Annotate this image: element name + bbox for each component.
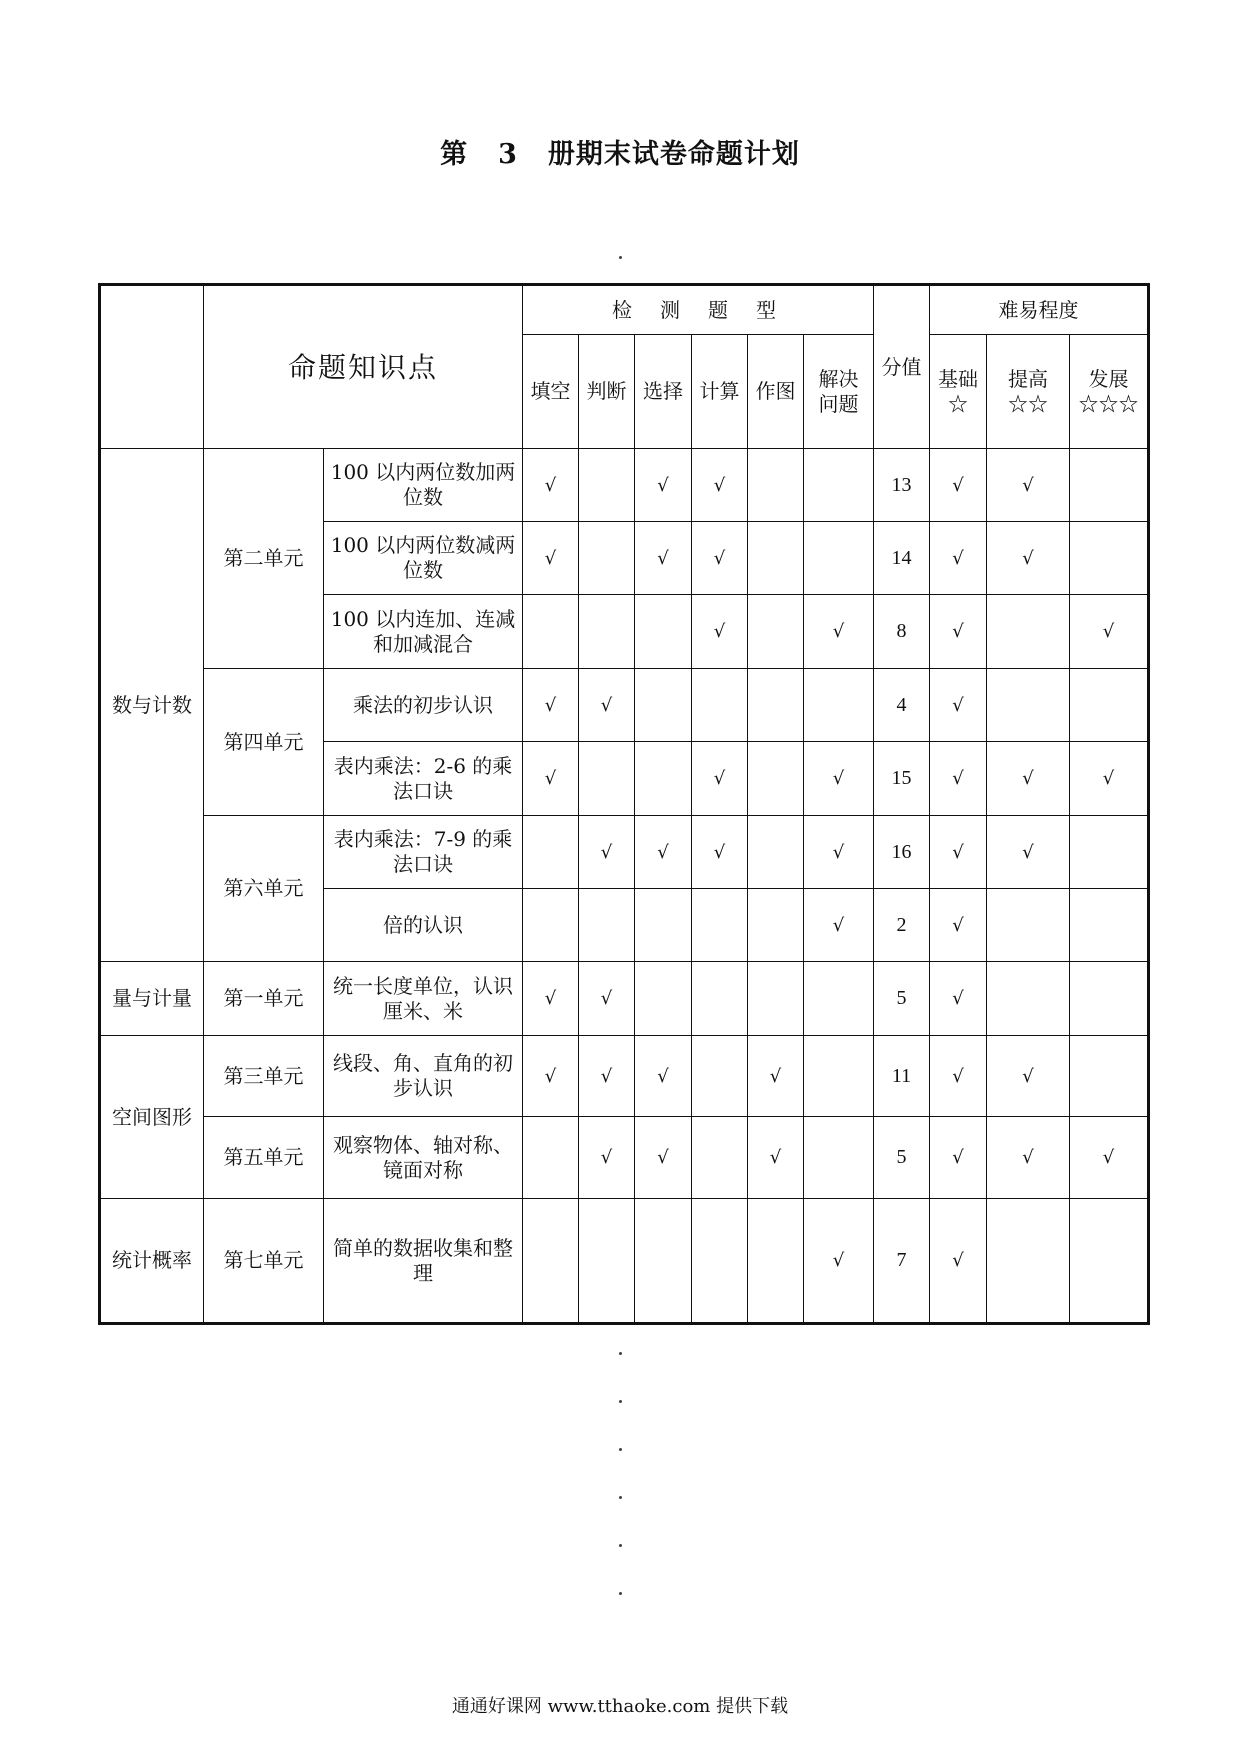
table-row xyxy=(100,962,1149,1036)
type-fill-cell: √ xyxy=(523,449,579,522)
type-header-calc: 计算 xyxy=(692,335,748,449)
type-draw-cell: √ xyxy=(748,1036,804,1117)
type-choice-cell: √ xyxy=(635,1117,692,1199)
type-fill-cell xyxy=(523,1199,579,1324)
knowledge-point-cell: 倍的认识 xyxy=(324,889,523,962)
type-calc-cell: √ xyxy=(692,816,748,889)
type-draw-cell xyxy=(748,449,804,522)
type-header-fill: 填空 xyxy=(523,335,579,449)
type-draw-cell xyxy=(748,595,804,669)
type-fill-cell xyxy=(523,816,579,889)
level-basic-cell: √ xyxy=(930,449,987,522)
type-judge-cell: √ xyxy=(579,1117,635,1199)
level-develop-cell: √ xyxy=(1070,1117,1149,1199)
type-judge-cell xyxy=(579,449,635,522)
level-advanced-cell: √ xyxy=(987,449,1070,522)
level-basic-cell: √ xyxy=(930,962,987,1036)
type-choice-cell: √ xyxy=(635,1036,692,1117)
type-calc-cell xyxy=(692,1117,748,1199)
level-advanced-cell: √ xyxy=(987,742,1070,816)
type-calc-cell xyxy=(692,669,748,742)
knowledge-point-cell: 简单的数据收集和整理 xyxy=(324,1199,523,1324)
type-calc-cell xyxy=(692,1036,748,1117)
table-row xyxy=(100,669,1149,742)
type-solve-cell: √ xyxy=(804,889,874,962)
type-solve-cell xyxy=(804,449,874,522)
unit-cell: 第六单元 xyxy=(204,816,324,962)
knowledge-points-header: 命题知识点 xyxy=(204,285,523,449)
knowledge-point-cell: 表内乘法：2-6 的乘法口诀 xyxy=(324,742,523,816)
score-cell: 5 xyxy=(874,1117,930,1199)
type-draw-cell xyxy=(748,522,804,595)
level-header-advanced: 提高☆☆ xyxy=(987,335,1070,449)
title-prefix: 第 xyxy=(440,139,469,170)
score-cell: 2 xyxy=(874,889,930,962)
type-calc-cell: √ xyxy=(692,595,748,669)
footer-text: 通通好课网 www.tthaoke.com 提供下载 xyxy=(451,1696,789,1717)
level-develop-cell xyxy=(1070,962,1149,1036)
knowledge-point-cell: 100 以内连加、连减和加减混合 xyxy=(324,595,523,669)
type-solve-cell xyxy=(804,522,874,595)
type-calc-cell xyxy=(692,962,748,1036)
type-choice-cell: √ xyxy=(635,449,692,522)
level-basic-cell: √ xyxy=(930,522,987,595)
level-basic-cell: √ xyxy=(930,1199,987,1324)
type-solve-cell xyxy=(804,669,874,742)
category-cell: 统计概率 xyxy=(100,1199,204,1324)
type-choice-cell: √ xyxy=(635,816,692,889)
type-choice-cell: √ xyxy=(635,522,692,595)
type-choice-cell xyxy=(635,889,692,962)
header-row-1 xyxy=(100,285,1149,335)
level-develop-cell xyxy=(1070,1036,1149,1117)
table-row xyxy=(100,816,1149,889)
type-solve-cell xyxy=(804,962,874,1036)
level-develop-cell xyxy=(1070,522,1149,595)
level-advanced-cell: √ xyxy=(987,522,1070,595)
score-cell: 16 xyxy=(874,816,930,889)
type-choice-cell xyxy=(635,595,692,669)
level-develop-cell xyxy=(1070,669,1149,742)
type-fill-cell: √ xyxy=(523,522,579,595)
level-develop-cell: √ xyxy=(1070,595,1149,669)
knowledge-point-cell: 观察物体、轴对称、镜面对称 xyxy=(324,1117,523,1199)
unit-cell: 第五单元 xyxy=(204,1117,324,1199)
type-solve-cell: √ xyxy=(804,816,874,889)
level-basic-cell: √ xyxy=(930,816,987,889)
level-basic-cell: √ xyxy=(930,669,987,742)
table-row xyxy=(100,1036,1149,1117)
level-basic-cell: √ xyxy=(930,1036,987,1117)
type-fill-cell xyxy=(523,1117,579,1199)
score-cell: 7 xyxy=(874,1199,930,1324)
level-advanced-cell xyxy=(987,889,1070,962)
difficulty-header: 难易程度 xyxy=(930,285,1149,335)
type-draw-cell xyxy=(748,669,804,742)
score-cell: 4 xyxy=(874,669,930,742)
table-row xyxy=(100,449,1149,522)
type-draw-cell xyxy=(748,742,804,816)
page-dot xyxy=(619,1592,622,1595)
category-cell: 数与计数 xyxy=(100,449,204,962)
type-draw-cell: √ xyxy=(748,1117,804,1199)
level-develop-cell: √ xyxy=(1070,742,1149,816)
type-draw-cell xyxy=(748,962,804,1036)
knowledge-point-cell: 统一长度单位，认识厘米、米 xyxy=(324,962,523,1036)
test-types-header: 检测题型 xyxy=(523,285,874,335)
type-choice-cell xyxy=(635,962,692,1036)
type-fill-cell: √ xyxy=(523,1036,579,1117)
level-basic-cell: √ xyxy=(930,742,987,816)
type-fill-cell xyxy=(523,889,579,962)
type-fill-cell: √ xyxy=(523,742,579,816)
type-fill-cell: √ xyxy=(523,669,579,742)
unit-cell: 第三单元 xyxy=(204,1036,324,1117)
knowledge-point-cell: 线段、角、直角的初步认识 xyxy=(324,1036,523,1117)
table-row xyxy=(100,1117,1149,1199)
type-draw-cell xyxy=(748,889,804,962)
type-draw-cell xyxy=(748,816,804,889)
level-basic-cell: √ xyxy=(930,1117,987,1199)
type-judge-cell: √ xyxy=(579,816,635,889)
type-calc-cell: √ xyxy=(692,742,748,816)
type-choice-cell xyxy=(635,669,692,742)
type-header-draw: 作图 xyxy=(748,335,804,449)
level-advanced-cell xyxy=(987,1199,1070,1324)
level-header-develop: 发展☆☆☆ xyxy=(1070,335,1149,449)
type-judge-cell xyxy=(579,1199,635,1324)
knowledge-point-cell: 表内乘法：7-9 的乘法口诀 xyxy=(324,816,523,889)
level-develop-cell xyxy=(1070,816,1149,889)
type-choice-cell xyxy=(635,742,692,816)
type-judge-cell xyxy=(579,889,635,962)
score-cell: 8 xyxy=(874,595,930,669)
category-cell: 空间图形 xyxy=(100,1036,204,1199)
level-advanced-cell xyxy=(987,669,1070,742)
score-cell: 15 xyxy=(874,742,930,816)
level-advanced-cell: √ xyxy=(987,1117,1070,1199)
type-solve-cell: √ xyxy=(804,1199,874,1324)
level-develop-cell xyxy=(1070,1199,1149,1324)
knowledge-point-cell: 100 以内两位数减两位数 xyxy=(324,522,523,595)
page-dot xyxy=(619,1544,622,1547)
unit-cell: 第二单元 xyxy=(204,449,324,669)
type-solve-cell: √ xyxy=(804,742,874,816)
type-choice-cell xyxy=(635,1199,692,1324)
type-draw-cell xyxy=(748,1199,804,1324)
level-advanced-cell: √ xyxy=(987,816,1070,889)
level-basic-cell: √ xyxy=(930,595,987,669)
score-header: 分值 xyxy=(874,285,930,449)
type-solve-cell xyxy=(804,1117,874,1199)
page-dot xyxy=(619,1496,622,1499)
corner-cell xyxy=(100,285,204,449)
type-calc-cell: √ xyxy=(692,449,748,522)
title-suffix: 册期末试卷命题计划 xyxy=(547,139,800,170)
unit-cell: 第七单元 xyxy=(204,1199,324,1324)
type-judge-cell xyxy=(579,595,635,669)
type-header-solve: 解决问题 xyxy=(804,335,874,449)
unit-cell: 第四单元 xyxy=(204,669,324,816)
page-dot xyxy=(619,256,622,259)
page-dot xyxy=(619,1352,622,1355)
type-calc-cell xyxy=(692,889,748,962)
type-solve-cell xyxy=(804,1036,874,1117)
type-judge-cell xyxy=(579,742,635,816)
table-body xyxy=(100,449,1149,1324)
exam-plan-table xyxy=(98,283,1150,1325)
level-basic-cell: √ xyxy=(930,889,987,962)
knowledge-point-cell: 乘法的初步认识 xyxy=(324,669,523,742)
type-header-judge: 判断 xyxy=(579,335,635,449)
type-calc-cell: √ xyxy=(692,522,748,595)
unit-cell: 第一单元 xyxy=(204,962,324,1036)
score-cell: 5 xyxy=(874,962,930,1036)
type-judge-cell: √ xyxy=(579,1036,635,1117)
title-number: 3 xyxy=(498,139,518,170)
level-develop-cell xyxy=(1070,889,1149,962)
level-develop-cell xyxy=(1070,449,1149,522)
score-cell: 13 xyxy=(874,449,930,522)
page-dot xyxy=(619,1448,622,1451)
page-title xyxy=(0,132,1240,171)
type-judge-cell: √ xyxy=(579,669,635,742)
type-judge-cell: √ xyxy=(579,962,635,1036)
table-row xyxy=(100,1199,1149,1324)
type-solve-cell: √ xyxy=(804,595,874,669)
page-dot xyxy=(619,1400,622,1403)
type-judge-cell xyxy=(579,522,635,595)
type-fill-cell xyxy=(523,595,579,669)
knowledge-point-cell: 100 以内两位数加两位数 xyxy=(324,449,523,522)
score-cell: 11 xyxy=(874,1036,930,1117)
type-fill-cell: √ xyxy=(523,962,579,1036)
type-calc-cell xyxy=(692,1199,748,1324)
level-header-basic: 基础☆ xyxy=(930,335,987,449)
score-cell: 14 xyxy=(874,522,930,595)
level-advanced-cell xyxy=(987,962,1070,1036)
category-cell: 量与计量 xyxy=(100,962,204,1036)
level-advanced-cell xyxy=(987,595,1070,669)
type-header-choice: 选择 xyxy=(635,335,692,449)
level-advanced-cell: √ xyxy=(987,1036,1070,1117)
